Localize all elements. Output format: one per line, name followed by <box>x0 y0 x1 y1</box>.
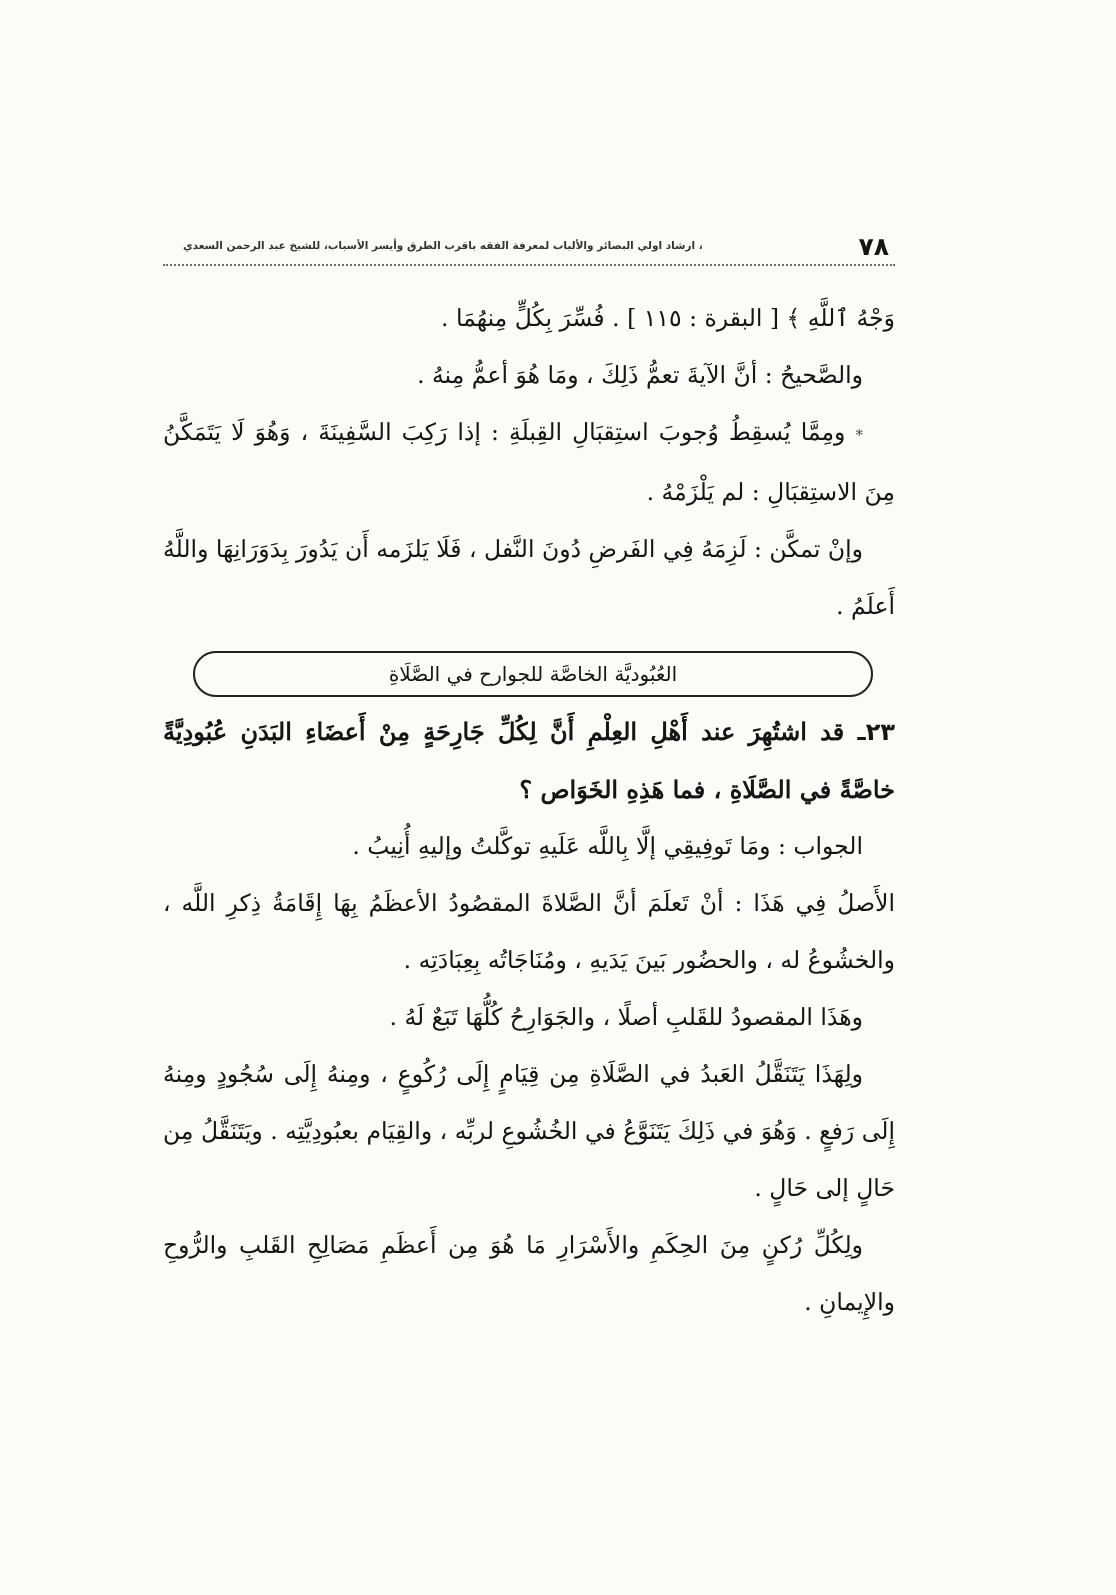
section-heading-box <box>193 651 873 697</box>
paragraph: وإنْ تمكَّن : لَزِمَهُ فِي الفَرضِ دُونَ النَّفل ، فَلَا يَلزَمه أَن يَدُورَ بِدَوَرَانِهَا واللَّهُ أَعلَمُ . <box>163 535 895 620</box>
paragraph-text: ومِمَّا يُسقِطُ وُجوبَ استِقبَالِ القِبلَةِ : إذا رَكِبَ السَّفِينَةَ ، وَهُوَ لَا يَتَمَكَّنُ مِنَ الاستِقبَالِ : لم يَلْزَمْهُ . <box>163 418 895 506</box>
page-number: ٧٨ <box>858 231 889 261</box>
question <box>163 703 895 818</box>
answer-intro: الجواب : ومَا تَوفِيقِي إلَّا بِاللَّه عَلَيهِ توكَّلتُ وإليهِ أُنِيبُ . <box>352 832 863 860</box>
section-title: العُبُوديَّة الخاصَّة للجوارح في الصَّلَاةِ <box>388 662 678 686</box>
question-text: قد اشتُهِرَ عند أَهْلِ العِلْمِ أَنَّ لِكُلِّ جَارِحَةٍ مِنْ أَعضَاءِ البَدَنِ عُبُودِيَّةً خاصَّةً في الصَّلَاةِ ، فما هَذِهِ الخَوَاص ؟ <box>163 717 895 804</box>
paragraph-marker: * <box>855 426 863 444</box>
running-header <box>163 228 895 266</box>
book-page <box>163 228 895 1428</box>
paragraph: والصَّحيحُ : أنَّ الآيةَ تعمُّ ذَلِكَ ، ومَا هُوَ أعمُّ مِنهُ . <box>417 361 863 389</box>
running-title: ، ارشاد اولي البصائر والألباب لمعرفة الفقه باقرب الطرق وأيسر الأسباب، للشيخ عبد الرحمن السعدي <box>183 240 703 252</box>
paragraph: وَجْهُ ٱللَّهِ ﴾ [ البقرة : ١١٥ ] . فُسِّرَ بِكُلٍّ مِنهُمَا . <box>441 304 895 332</box>
paragraph: الأَصلُ فِي هَذَا : أنْ تَعلَمَ أنَّ الصَّلاةَ المقصُودُ الأعظَمُ بِهَا إِقَامَةُ ذِكرِ اللَّه ، والخشُوعُ له ، والحضُور بَينَ يَدَيهِ ، ومُنَاجَاتُه بِعِبَادَتِه . <box>163 889 895 974</box>
paragraph <box>163 404 895 521</box>
paragraph: وهَذَا المقصودُ للقَلبِ أصلًا ، والجَوَارِحُ كُلُّهَا تَبَعٌ لَهُ . <box>389 1003 863 1031</box>
page-body <box>163 290 895 1331</box>
paragraph: ولِهَذَا يَتَنَقَّلُ العَبدُ في الصَّلَاةِ مِن قِيَامٍ إِلَى رُكُوعٍ ، ومِنهُ إِلَى سُجُودٍ ومِنهُ إِلَى رَفعٍ . وَهُوَ في ذَلِكَ يَتَنَوَّعُ في الخُشُوعِ لربِّه ، والقِيَام بعبُودِيَّتِه . ويَتَنَقَّلُ مِن حَالٍ إلى حَالٍ . <box>163 1060 895 1202</box>
paragraph: ولِكُلِّ رُكنٍ مِنَ الحِكَمِ والأَسْرَارِ مَا هُوَ مِن أَعظَمِ مَصَالِحِ القَلبِ والرُّوحِ والإِيمانِ . <box>163 1231 895 1316</box>
question-number: ٢٣ـ <box>857 718 895 746</box>
